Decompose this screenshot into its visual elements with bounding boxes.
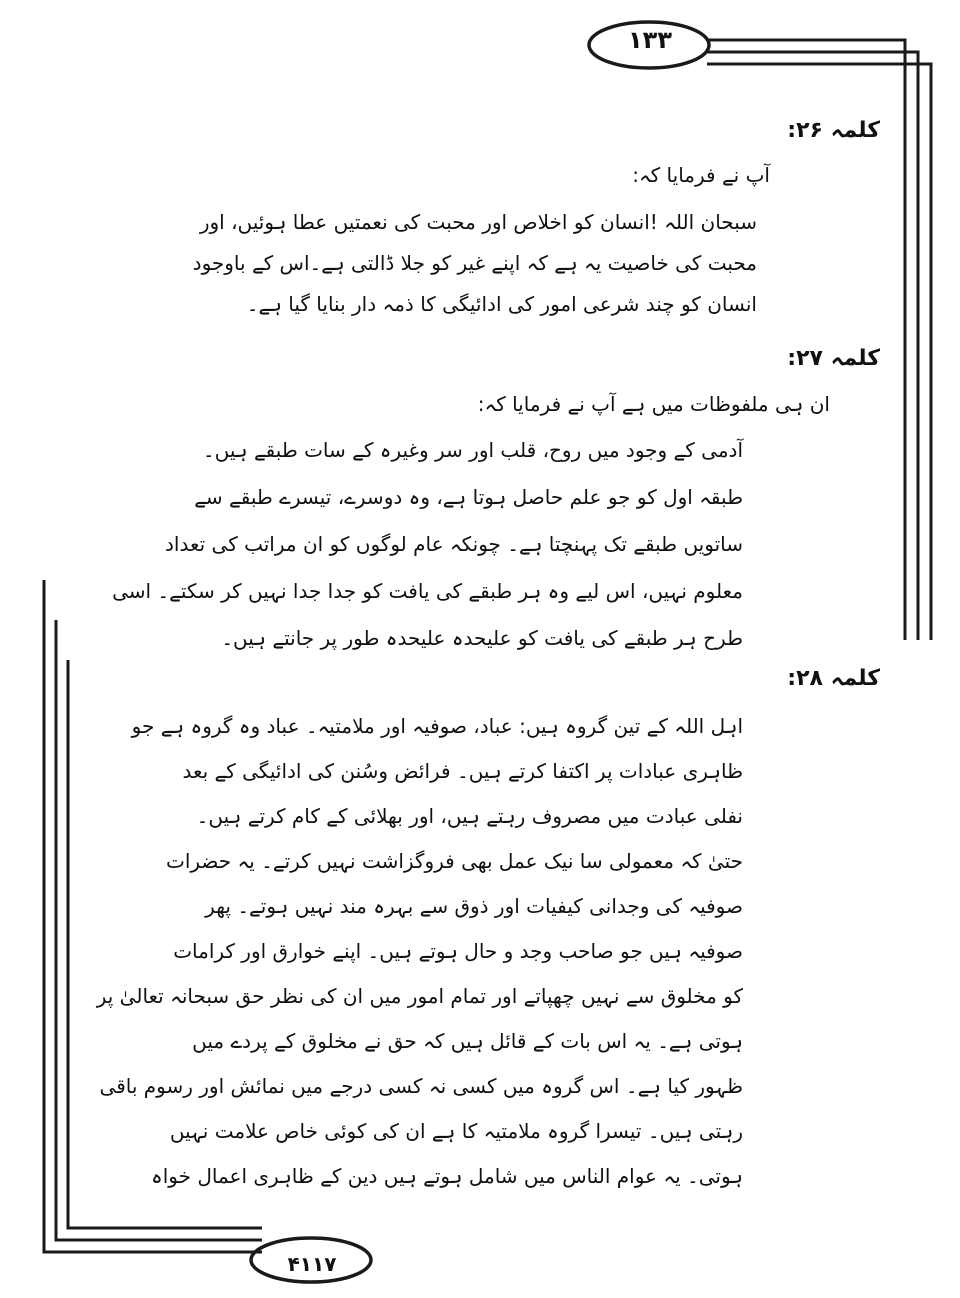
section-intro-26: آپ نے فرمایا کہ: (632, 163, 770, 187)
text-line: معلوم نہیں، اس لیے وہ ہر طبقے کی یافت کو جدا جدا نہیں کر سکتے۔ اسی (112, 579, 743, 603)
text-line: صوفیہ کی وجدانی کیفیات اور ذوق سے بہرہ مند نہیں ہوتے۔ پھر (205, 894, 743, 918)
text-line: محبت کی خاصیت یہ ہے کہ اپنے غیر کو جلا ڈالتی ہے۔اس کے باوجود (192, 251, 757, 275)
section-heading-27: کلمہ ۲۷: (787, 346, 880, 371)
text-line: ظہور کیا ہے۔ اس گروہ میں کسی نہ کسی درجے میں نمائش اور رسوم باقی (99, 1074, 743, 1098)
text-line: آدمی کے وجود میں روح، قلب اور سر وغیرہ کے سات طبقے ہیں۔ (202, 438, 743, 462)
text-line: صوفیہ ہیں جو صاحب وجد و حال ہوتے ہیں۔ اپنے خوارق اور کرامات (173, 939, 743, 963)
page-number-bottom: ۴۱۱۷ (287, 1252, 337, 1276)
text-line: نفلی عبادت میں مصروف رہتے ہیں، اور بھلائی کے کام کرتے ہیں۔ (196, 804, 743, 828)
text-line: ظاہری عبادات پر اکتفا کرتے ہیں۔ فرائض وسُنن کی ادائیگی کے بعد (182, 759, 743, 783)
section-heading-26: کلمہ ۲۶: (787, 118, 880, 143)
text-line: سبحان اللہ !انسان کو اخلاص اور محبت کی نعمتیں عطا ہوئیں، اور (199, 210, 757, 234)
section-heading-28: کلمہ ۲۸: (787, 666, 880, 691)
text-line: اہل اللہ کے تین گروہ ہیں: عباد، صوفیہ اور ملامتیہ۔ عباد وہ گروہ ہے جو (131, 714, 743, 738)
text-line: ہوتی۔ یہ عوام الناس میں شامل ہوتے ہیں دین کے ظاہری اعمال خواہ (151, 1164, 743, 1188)
text-line: انسان کو چند شرعی امور کی ادائیگی کا ذمہ دار بنایا گیا ہے۔ (246, 292, 757, 316)
text-line: حتیٰ کہ معمولی سا نیک عمل بھی فروگزاشت نہیں کرتے۔ یہ حضرات (166, 849, 743, 873)
text-line: رہتی ہیں۔ تیسرا گروہ ملامتیہ کا ہے ان کی کوئی خاص علامت نہیں (169, 1119, 743, 1143)
text-line: ساتویں طبقے تک پہنچتا ہے۔ چونکہ عام لوگوں کو ان مراتب کی تعداد (165, 532, 743, 556)
section-intro-27: ان ہی ملفوظات میں ہے آپ نے فرمایا کہ: (477, 392, 830, 416)
page-number-top: ۱۳۳ (628, 26, 672, 54)
text-line: طرح ہر طبقے کی یافت کو علیحدہ علیحدہ طور پر جانتے ہیں۔ (221, 626, 743, 650)
text-line: کو مخلوق سے نہیں چھپاتے اور تمام امور میں ان کی نظر حق سبحانہ تعالیٰ پر (96, 984, 743, 1008)
text-line: ہوتی ہے۔ یہ اس بات کے قائل ہیں کہ حق نے مخلوق کے پردے میں (192, 1029, 743, 1053)
text-line: طبقہ اول کو جو علم حاصل ہوتا ہے، وہ دوسرے، تیسرے طبقے سے (194, 485, 743, 509)
